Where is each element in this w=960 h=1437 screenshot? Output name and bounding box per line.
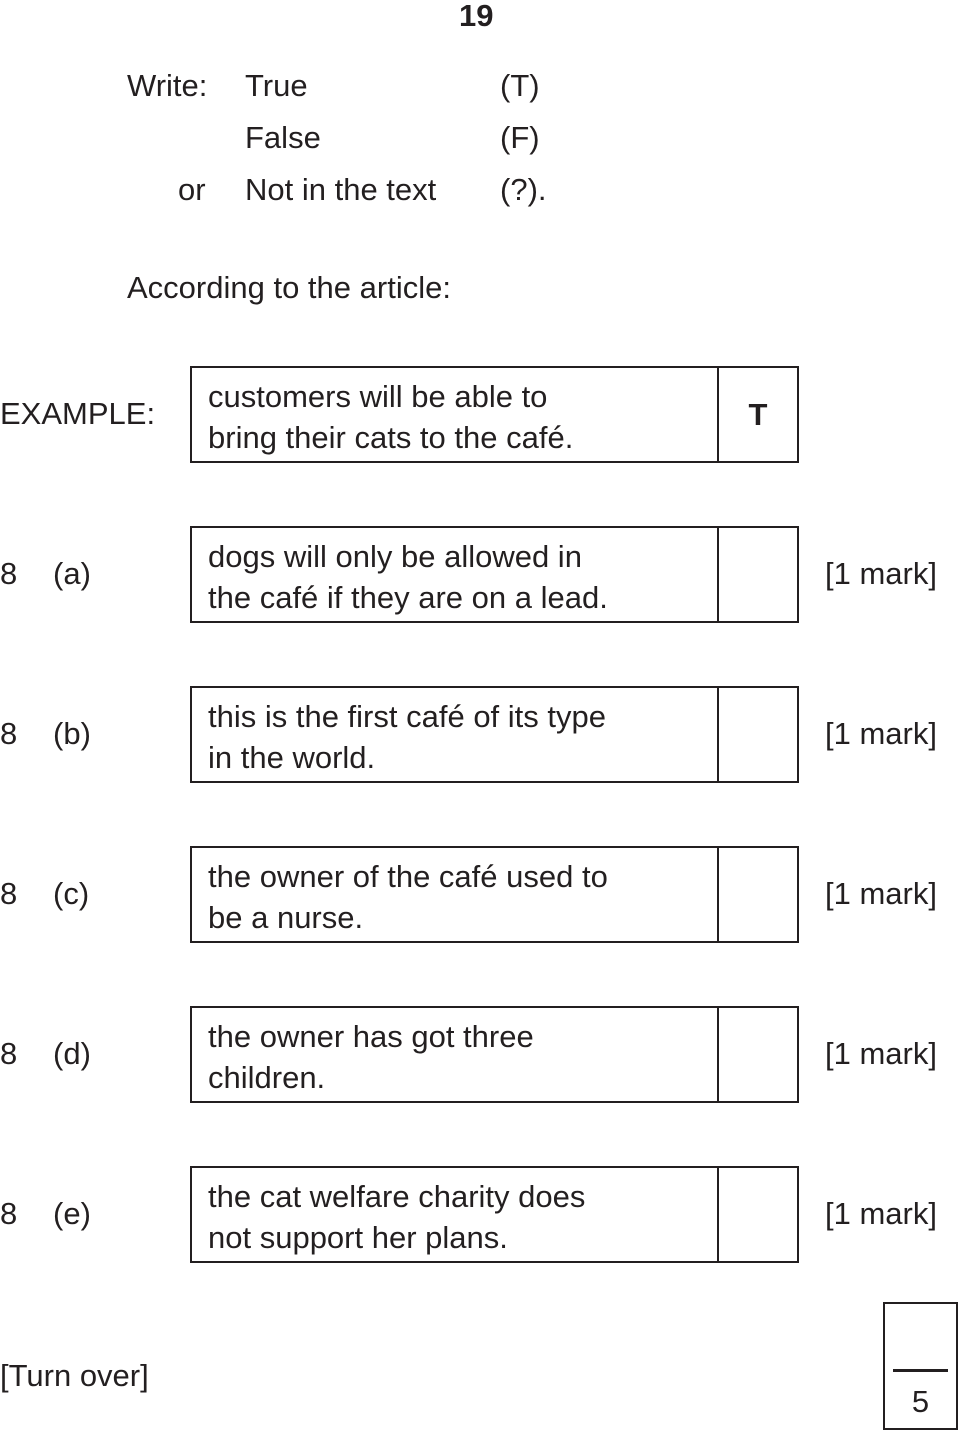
or-label: or: [178, 172, 206, 207]
question-letter-a: (a): [53, 556, 91, 591]
question-statement-c: [192, 848, 719, 941]
question-statement-e: [192, 1168, 719, 1261]
question-a-line-2: the café if they are on a lead.: [208, 580, 608, 615]
prompt: According to the article:: [127, 270, 451, 305]
question-box-d: [190, 1006, 799, 1103]
option-true-code: (T): [500, 68, 540, 103]
option-false-label: False: [245, 120, 321, 155]
question-number-a: 8: [0, 556, 18, 591]
question-statement-b: [192, 688, 719, 781]
answer-box-e[interactable]: [719, 1168, 797, 1261]
question-c-line-2: be a nurse.: [208, 900, 364, 935]
example-statement: [192, 368, 719, 461]
score-total: 5: [911, 1384, 930, 1419]
option-not-in-text-code: (?).: [500, 172, 547, 207]
answer-box-c[interactable]: [719, 848, 797, 941]
option-false-code: (F): [500, 120, 540, 155]
question-c-line-1: the owner of the café used to: [208, 859, 608, 894]
score-line: [893, 1369, 948, 1372]
question-number-d: 8: [0, 1036, 18, 1071]
question-b-line-2: in the world.: [208, 740, 376, 775]
mark-d: [1 mark]: [825, 1036, 937, 1071]
question-box-a: [190, 526, 799, 623]
example-line-2: bring their cats to the café.: [208, 420, 574, 455]
question-number-c: 8: [0, 876, 18, 911]
question-e-line-2: not support her plans.: [208, 1220, 508, 1255]
answer-box-d[interactable]: [719, 1008, 797, 1101]
question-statement-a: [192, 528, 719, 621]
example-line-1: customers will be able to: [208, 379, 548, 414]
page-number: 19: [459, 0, 494, 33]
question-number-b: 8: [0, 716, 18, 751]
turn-over-label: [Turn over]: [0, 1358, 149, 1393]
question-box-e: [190, 1166, 799, 1263]
example-answer: T: [748, 396, 768, 432]
mark-a: [1 mark]: [825, 556, 937, 591]
question-number-e: 8: [0, 1196, 18, 1231]
question-letter-d: (d): [53, 1036, 91, 1071]
mark-c: [1 mark]: [825, 876, 937, 911]
question-d-line-1: the owner has got three: [208, 1019, 534, 1054]
question-a-line-1: dogs will only be allowed in: [208, 539, 582, 574]
option-not-in-text-label: Not in the text: [245, 172, 437, 207]
question-letter-b: (b): [53, 716, 91, 751]
example-box: [190, 366, 799, 463]
question-letter-c: (c): [53, 876, 90, 911]
example-label: EXAMPLE:: [0, 396, 156, 431]
write-label: Write:: [127, 68, 208, 103]
question-box-b: [190, 686, 799, 783]
question-e-line-1: the cat welfare charity does: [208, 1179, 586, 1214]
question-letter-e: (e): [53, 1196, 91, 1231]
answer-box-b[interactable]: [719, 688, 797, 781]
mark-e: [1 mark]: [825, 1196, 937, 1231]
answer-box-a[interactable]: [719, 528, 797, 621]
option-true-label: True: [245, 68, 308, 103]
question-statement-d: [192, 1008, 719, 1101]
question-box-c: [190, 846, 799, 943]
question-b-line-1: this is the first café of its type: [208, 699, 606, 734]
question-d-line-2: children.: [208, 1060, 326, 1095]
mark-b: [1 mark]: [825, 716, 937, 751]
